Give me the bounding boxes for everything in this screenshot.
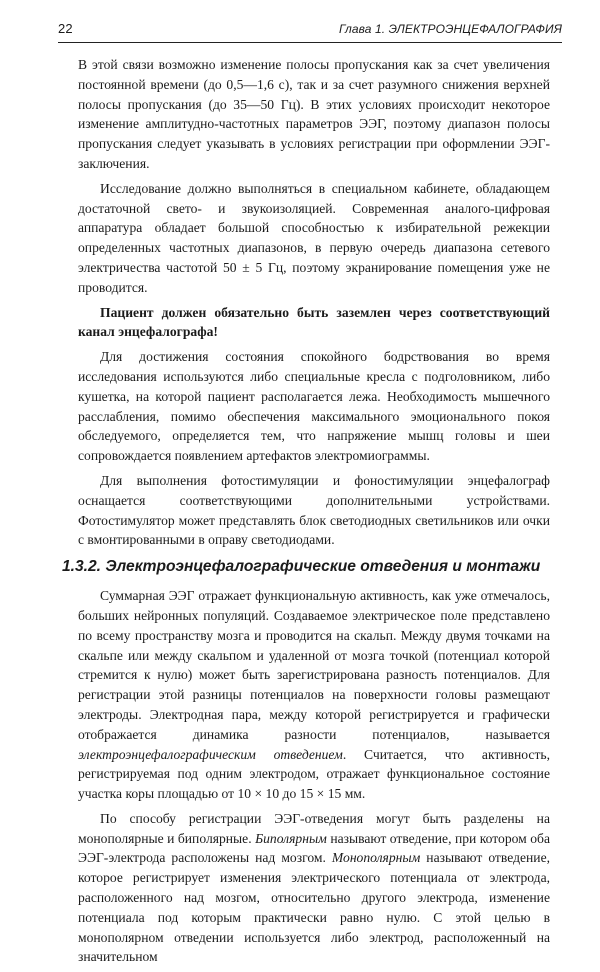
page-body: [62, 55, 551, 972]
paragraph: [78, 586, 550, 804]
text-run: называют отведение, при котором оба ЭЭГ-электрода расположены над мозгом.: [78, 830, 551, 866]
text-run: называют отведение, которое регистрирует изменения электрического потенциала от электрода, расположенного над мозгом, относительно другого электрода, изменение потенциала под которым практически равно нулю. С этой целью в монополярном отведении используется либо электрод, расположенный на значительном: [78, 850, 550, 965]
header-rule: [58, 42, 562, 43]
running-header: [58, 21, 562, 39]
text-run: Суммарная ЭЭГ отражает функциональную активность, как уже отмечалось, больших нейронных популяций. Создаваемое электрическое поле представлено по всему пространству мозга и проводится на скальп. Между двумя точками на скальпе или между скальпом и удаленной от мозга точкой (потенциал которой стремится к нулю) может быть зарегистрирована разность потенциалов. Для регистрации этой разницы потенциалов на поверхности головы размещают электроды. Электродная пара, между которой регистрируется и графически отображается динамика разности потенциалов, называется: [78, 588, 550, 742]
term: Монополярным: [331, 850, 421, 866]
paragraph: Для выполнения фотостимуляции и фоностимуляции энцефалограф оснащается соответствующими дополнительными устройствами. Фотостимулятор может представлять блок светодиодных светильников или очки с вмонтированными в оправу светодиодами.: [78, 472, 550, 548]
text-run: . Считается, что активность, регистрируемая под одним электродом, отражает функциональное состояние участка коры площадью от 10 × 10 до 15 × 15 мм.: [78, 746, 551, 802]
paragraph: В этой связи возможно изменение полосы пропускания как за счет увеличения постоянной времени (до 0,5—1,6 с), так и за счет разумного снижения верхней полосы пропускания (до 35—50 Гц). В этих условиях происходит некоторое изменение амплитудно-частотных параметров ЭЭГ, поэтому диапазон полосы пропускания следует указывать в условиях регистрации при оформлении ЭЭГ-заключения.: [78, 57, 550, 171]
page-number: 22: [58, 21, 73, 36]
section-heading: 1.3.2. Электроэнцефалографические отведения и монтажи: [62, 558, 541, 576]
term: электроэнцефалографическим отведением: [78, 746, 343, 762]
warning-paragraph: Пациент должен обязательно быть заземлен через соответствующий канал энцефалографа!: [78, 304, 550, 340]
paragraph: Для достижения состояния спокойного бодрствования во время исследования используются либо специальные кресла с подголовником, либо кушетка, на которой пациент располагается лежа. Необходимость мышечного расслабления, помимо обеспечения максимального эмоционального покоя обследуемого, определяется тем, что напряжение мышц головы и шеи сопровождается появлением артефактов электромиограммы.: [78, 349, 550, 464]
term: Биполярным: [255, 830, 327, 846]
text-run: По способу регистрации ЭЭГ-отведения могут быть разделены на монополярные и биполярные.: [78, 810, 550, 846]
paragraph: [78, 809, 550, 967]
chapter-title: Глава 1. ЭЛЕКТРОЭНЦЕФАЛОГРАФИЯ: [338, 22, 562, 36]
paragraph: Исследование должно выполняться в специальном кабинете, обладающем достаточной свето- и звукоизоляцией. Современная аналого-цифровая аппаратура обладает большой способностью к избирательной режекции определенных частотных диапазонов, в первую очередь диапазона сетевого электричества частотой 50 ± 5 Гц, поэтому экранирование помещения уже не проводится.: [78, 180, 550, 295]
